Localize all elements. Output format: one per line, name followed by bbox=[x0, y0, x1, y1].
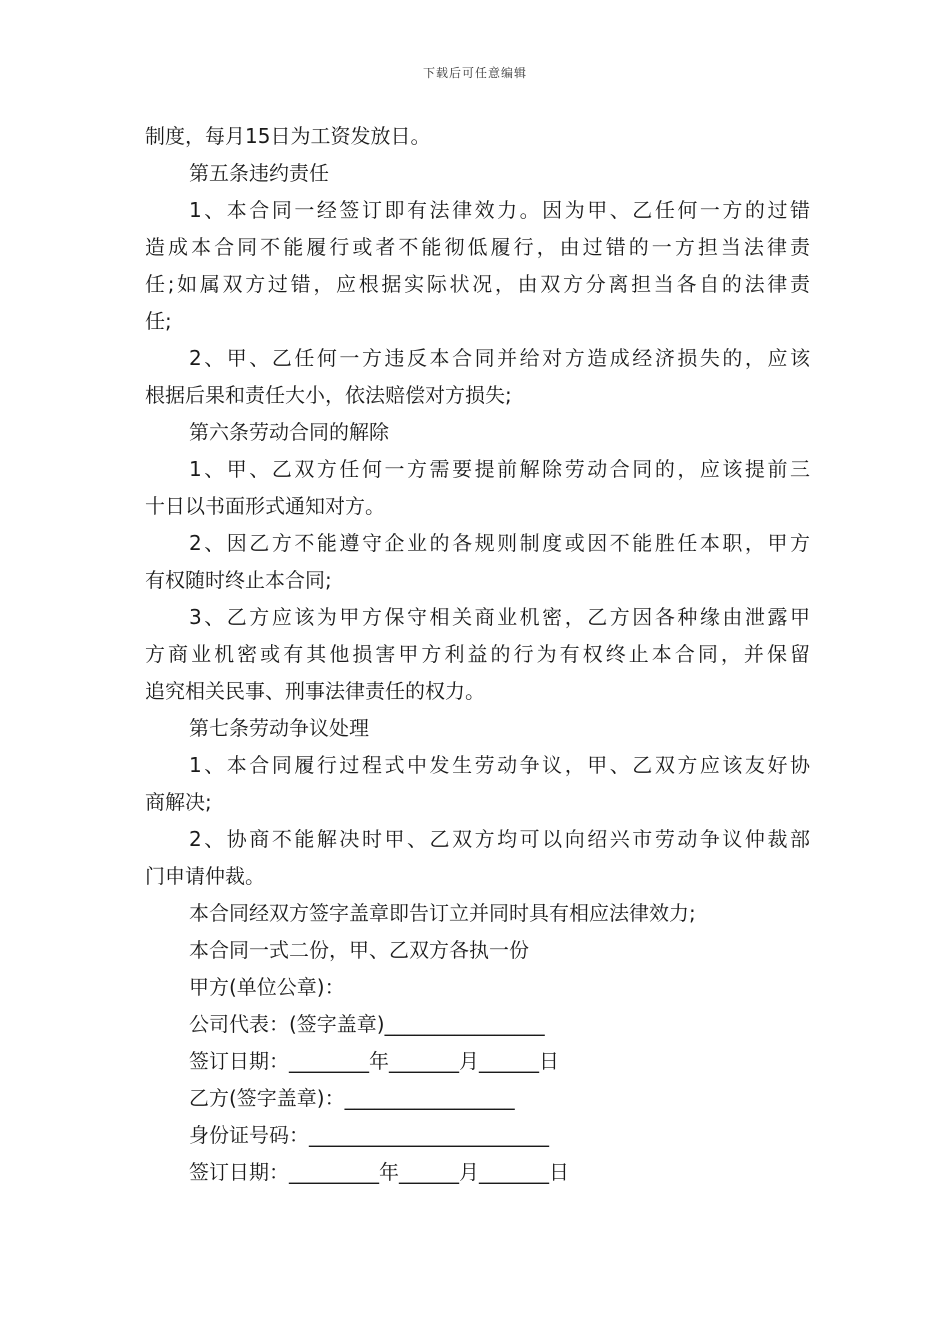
text-line: 1、本合同一经签订即有法律效力。因为甲、乙任何一方的过错 bbox=[189, 198, 810, 222]
text-line: 任; bbox=[145, 309, 172, 333]
text-line: 十日以书面形式通知对方。 bbox=[145, 494, 385, 518]
text-line: 造成本合同不能履行或者不能彻低履行，由过错的一方担当法律责 bbox=[145, 235, 810, 259]
text-line: 制度，每月15日为工资发放日。 bbox=[145, 124, 431, 148]
text-line: 根据后果和责任大小，依法赔偿对方损失; bbox=[145, 383, 512, 407]
text-line: 1、本合同履行过程式中发生劳动争议，甲、乙双方应该友好协 bbox=[189, 753, 810, 777]
text-line: 乙方(签字盖章)：_________________ bbox=[189, 1086, 515, 1110]
text-line: 第五条违约责任 bbox=[189, 161, 329, 185]
text-line: 任;如属双方过错，应根据实际状况，由双方分离担当各自的法律责 bbox=[145, 272, 810, 296]
text-line: 甲方(单位公章)： bbox=[189, 975, 345, 999]
text-line: 公司代表：(签字盖章)________________ bbox=[189, 1012, 545, 1036]
text-line: 签订日期：________年_______月______日 bbox=[189, 1049, 559, 1073]
text-line: 第七条劳动争议处理 bbox=[189, 716, 369, 740]
text-line: 门申请仲裁。 bbox=[145, 864, 265, 888]
text-line: 本合同经双方签字盖章即告订立并同时具有相应法律效力; bbox=[189, 901, 696, 925]
text-line: 2、协商不能解决时甲、乙双方均可以向绍兴市劳动争议仲裁部 bbox=[189, 827, 810, 851]
text-line: 第六条劳动合同的解除 bbox=[189, 420, 389, 444]
document-body bbox=[145, 118, 810, 1191]
text-line: 方商业机密或有其他损害甲方利益的行为有权终止本合同，并保留 bbox=[145, 642, 810, 666]
text-line: 追究相关民事、刑事法律责任的权力。 bbox=[145, 679, 485, 703]
text-line: 2、甲、乙任何一方违反本合同并给对方造成经济损失的，应该 bbox=[189, 346, 810, 370]
page-header: 下载后可任意编辑 bbox=[422, 66, 527, 80]
text-line: 3、乙方应该为甲方保守相关商业机密，乙方因各种缘由泄露甲 bbox=[189, 605, 810, 629]
text-line: 有权随时终止本合同; bbox=[145, 568, 332, 592]
text-line: 本合同一式二份，甲、乙双方各执一份 bbox=[189, 938, 529, 962]
text-line: 1、甲、乙双方任何一方需要提前解除劳动合同的，应该提前三 bbox=[189, 457, 810, 481]
text-line: 商解决; bbox=[145, 790, 212, 814]
text-line: 身份证号码：________________________ bbox=[189, 1123, 549, 1147]
text-line: 签订日期：_________年______月_______日 bbox=[189, 1160, 569, 1184]
text-line: 2、因乙方不能遵守企业的各规则制度或因不能胜任本职，甲方 bbox=[189, 531, 810, 555]
